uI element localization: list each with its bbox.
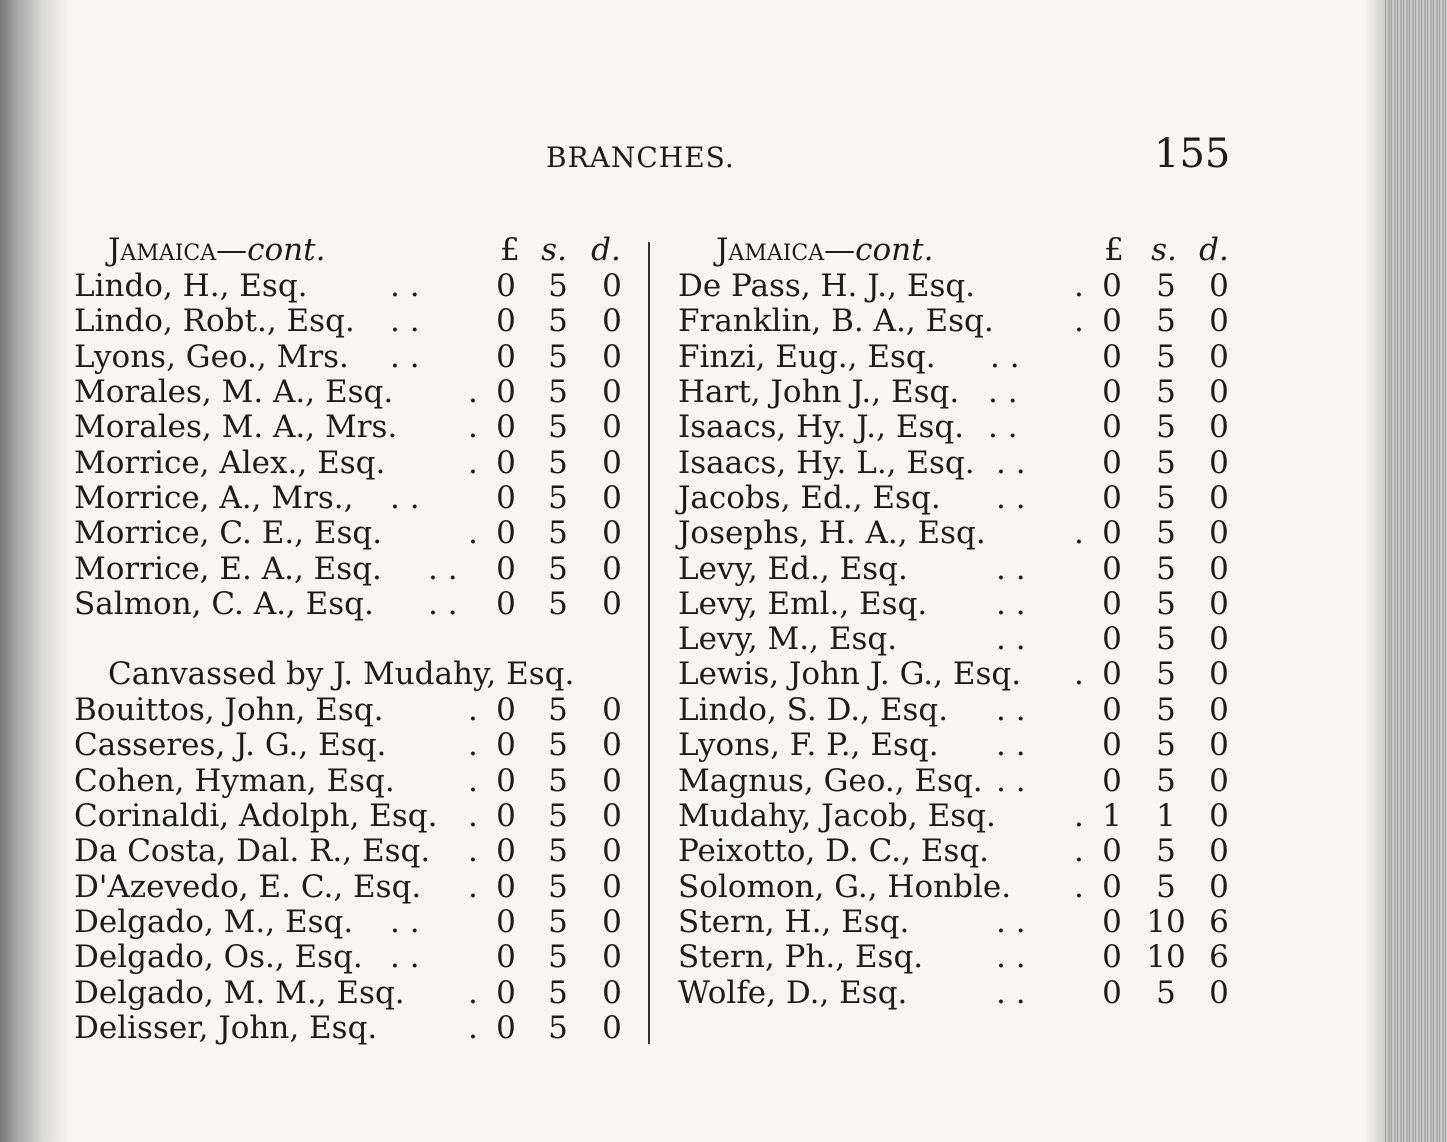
amount-pounds: 0: [496, 869, 516, 905]
amount-pence: 0: [1209, 374, 1229, 410]
amount-pounds: 0: [496, 515, 516, 551]
page-edges: [1385, 0, 1447, 1142]
subscriber-name: Morrice, E. A., Esq.: [74, 551, 382, 587]
amount-pence: 0: [602, 904, 622, 940]
dot-leader: . .: [996, 586, 1026, 622]
amount-shillings: 5: [1156, 586, 1176, 622]
list-item: [74, 480, 634, 516]
amount-shillings: 1: [1156, 798, 1176, 834]
list-item: [678, 833, 1238, 869]
dot-leader: .: [1074, 833, 1084, 869]
amount-shillings: 5: [1156, 303, 1176, 339]
left-currency-headers: [490, 232, 640, 268]
amount-pounds: 0: [496, 692, 516, 728]
list-item: [678, 975, 1238, 1011]
dot-leader: . .: [996, 727, 1026, 763]
dot-leader: .: [468, 833, 478, 869]
amount-pence: 0: [1209, 303, 1229, 339]
subscriber-name: Franklin, B. A., Esq.: [678, 303, 994, 339]
amount-shillings: 5: [548, 975, 568, 1011]
subscriber-name: Lindo, Robt., Esq.: [74, 303, 355, 339]
dot-leader: . .: [390, 904, 420, 940]
subscriber-name: Bouittos, John, Esq.: [74, 692, 384, 728]
amount-pounds: 0: [496, 975, 516, 1011]
dot-leader: . .: [990, 339, 1020, 375]
amount-pounds: 0: [1102, 445, 1122, 481]
dot-leader: . .: [390, 339, 420, 375]
amount-pounds: 1: [1102, 798, 1122, 834]
subscriber-name: Lindo, H., Esq.: [74, 268, 308, 304]
amount-pounds: 0: [496, 904, 516, 940]
amount-shillings: 5: [548, 374, 568, 410]
left-column-heading: [108, 232, 325, 268]
amount-pounds: 0: [1102, 692, 1122, 728]
subscriber-name: Josephs, H. A., Esq.: [678, 515, 986, 551]
dot-leader: .: [1074, 268, 1084, 304]
amount-pounds: 0: [496, 268, 516, 304]
amount-pence: 0: [602, 268, 622, 304]
subscriber-name: Delgado, Os., Esq.: [74, 939, 363, 975]
subscriber-name: Jacobs, Ed., Esq.: [678, 480, 941, 516]
list-item: [74, 833, 634, 869]
amount-pounds: 0: [1102, 409, 1122, 445]
amount-pence: 0: [602, 445, 622, 481]
dot-leader: .: [1074, 515, 1084, 551]
amount-shillings: 5: [548, 586, 568, 622]
list-item: [74, 798, 634, 834]
amount-pounds: 0: [1102, 374, 1122, 410]
list-item: [678, 586, 1238, 622]
amount-pence: 0: [1209, 727, 1229, 763]
amount-pounds: 0: [496, 551, 516, 587]
subscriber-name: Salmon, C. A., Esq.: [74, 586, 374, 622]
amount-shillings: 5: [1156, 692, 1176, 728]
dot-leader: . .: [390, 268, 420, 304]
dot-leader: . .: [996, 975, 1026, 1011]
amount-pence: 0: [602, 339, 622, 375]
heading-place: Jamaica: [716, 232, 825, 268]
dot-leader: . .: [428, 586, 458, 622]
dot-leader: .: [468, 445, 478, 481]
pence-header: d.: [1199, 232, 1229, 268]
amount-pounds: 0: [1102, 303, 1122, 339]
heading-cont: —cont.: [216, 232, 326, 268]
list-item: [678, 339, 1238, 375]
amount-pence: 0: [1209, 656, 1229, 692]
list-item: [74, 869, 634, 905]
right-column-heading: [716, 232, 933, 268]
amount-shillings: 5: [1156, 763, 1176, 799]
amount-pence: 0: [602, 374, 622, 410]
dot-leader: . .: [428, 551, 458, 587]
amount-shillings: 5: [1156, 727, 1176, 763]
amount-pence: 0: [1209, 409, 1229, 445]
amount-pence: 0: [1209, 586, 1229, 622]
list-item: [678, 621, 1238, 657]
dot-leader: .: [1074, 798, 1084, 834]
pence-header: d.: [591, 232, 621, 268]
amount-pence: 0: [602, 409, 622, 445]
subscriber-name: Morales, M. A., Mrs.: [74, 409, 398, 445]
right-currency-headers: [1094, 232, 1244, 268]
subscriber-name: Delgado, M., Esq.: [74, 904, 354, 940]
dot-leader: .: [468, 692, 478, 728]
amount-shillings: 5: [1156, 551, 1176, 587]
subscriber-name: Peixotto, D. C., Esq.: [678, 833, 990, 869]
list-item: [74, 445, 634, 481]
amount-pounds: 0: [496, 586, 516, 622]
amount-pounds: 0: [496, 445, 516, 481]
list-item: [678, 904, 1238, 940]
dot-leader: .: [1074, 656, 1084, 692]
list-item: [74, 339, 634, 375]
subscriber-name: Magnus, Geo., Esq.: [678, 763, 983, 799]
amount-pounds: 0: [496, 763, 516, 799]
amount-pence: 0: [602, 763, 622, 799]
amount-shillings: 5: [548, 763, 568, 799]
amount-pounds: 0: [1102, 869, 1122, 905]
subscriber-name: Casseres, J. G., Esq.: [74, 727, 387, 763]
amount-pounds: 0: [1102, 939, 1122, 975]
amount-shillings: 5: [1156, 339, 1176, 375]
amount-shillings: 5: [1156, 480, 1176, 516]
amount-pence: 0: [1209, 869, 1229, 905]
dot-leader: .: [468, 975, 478, 1011]
amount-pence: 0: [1209, 692, 1229, 728]
amount-shillings: 5: [548, 1010, 568, 1046]
list-item: [74, 1010, 634, 1046]
list-item: [678, 480, 1238, 516]
subscriber-name: Morrice, C. E., Esq.: [74, 515, 383, 551]
amount-pounds: 0: [1102, 975, 1122, 1011]
dot-leader: .: [468, 869, 478, 905]
subscriber-name: Stern, H., Esq.: [678, 904, 910, 940]
amount-shillings: 5: [1156, 409, 1176, 445]
amount-pounds: 0: [1102, 763, 1122, 799]
amount-shillings: 5: [548, 445, 568, 481]
dot-leader: . .: [988, 409, 1018, 445]
list-item: [678, 727, 1238, 763]
subscriber-name: Da Costa, Dal. R., Esq.: [74, 833, 431, 869]
dot-leader: . .: [390, 480, 420, 516]
list-item: [74, 586, 634, 622]
amount-pence: 0: [1209, 621, 1229, 657]
amount-pence: 0: [602, 1010, 622, 1046]
amount-pounds: 0: [496, 409, 516, 445]
amount-pounds: 0: [1102, 551, 1122, 587]
list-item: [74, 374, 634, 410]
dot-leader: . .: [988, 374, 1018, 410]
dot-leader: . .: [996, 480, 1026, 516]
amount-pounds: 0: [1102, 656, 1122, 692]
subscriber-name: Lewis, John J. G., Esq.: [678, 656, 1022, 692]
subscriber-name: Lyons, Geo., Mrs.: [74, 339, 349, 375]
amount-pounds: 0: [1102, 515, 1122, 551]
list-item: [678, 939, 1238, 975]
subscriber-name: Solomon, G., Honble.: [678, 869, 1012, 905]
amount-pence: 0: [602, 975, 622, 1011]
dot-leader: . .: [390, 303, 420, 339]
list-item: [678, 374, 1238, 410]
amount-pounds: 0: [1102, 586, 1122, 622]
amount-shillings: 5: [548, 268, 568, 304]
dot-leader: .: [468, 763, 478, 799]
amount-shillings: 5: [1156, 268, 1176, 304]
subscriber-name: Cohen, Hyman, Esq.: [74, 763, 395, 799]
list-item: [678, 798, 1238, 834]
amount-shillings: 5: [548, 480, 568, 516]
dot-leader: .: [468, 409, 478, 445]
page-edge-shadow: [1365, 0, 1385, 1142]
amount-shillings: 5: [548, 869, 568, 905]
subscriber-name: Wolfe, D., Esq.: [678, 975, 908, 1011]
list-item: [678, 763, 1238, 799]
subscriber-name: Lyons, F. P., Esq.: [678, 727, 939, 763]
subscriber-name: Delisser, John, Esq.: [74, 1010, 378, 1046]
book-gutter-shadow: [0, 0, 70, 1142]
list-item: [678, 303, 1238, 339]
amount-pounds: 0: [1102, 727, 1122, 763]
amount-pence: 0: [602, 515, 622, 551]
amount-shillings: 5: [1156, 445, 1176, 481]
amount-pence: 0: [1209, 480, 1229, 516]
pounds-header: £: [1104, 232, 1124, 268]
amount-pounds: 0: [496, 1010, 516, 1046]
list-item: [678, 409, 1238, 445]
list-item: [678, 551, 1238, 587]
dot-leader: .: [1074, 303, 1084, 339]
dot-leader: .: [468, 798, 478, 834]
list-item: [678, 268, 1238, 304]
list-item: [74, 551, 634, 587]
amount-pounds: 0: [496, 798, 516, 834]
amount-pence: 0: [1209, 798, 1229, 834]
amount-pounds: 0: [496, 480, 516, 516]
amount-pence: 0: [1209, 833, 1229, 869]
list-item: [74, 763, 634, 799]
amount-pence: 6: [1209, 939, 1229, 975]
amount-shillings: 5: [548, 833, 568, 869]
amount-pence: 0: [1209, 445, 1229, 481]
amount-pence: 0: [602, 480, 622, 516]
list-item: [74, 515, 634, 551]
amount-pence: 0: [602, 798, 622, 834]
list-item: [678, 692, 1238, 728]
subscriber-name: Stern, Ph., Esq.: [678, 939, 924, 975]
amount-shillings: 5: [548, 727, 568, 763]
subscriber-name: Corinaldi, Adolph, Esq.: [74, 798, 438, 834]
subscriber-name: Levy, M., Esq.: [678, 621, 898, 657]
list-item: [678, 869, 1238, 905]
amount-pence: 0: [602, 303, 622, 339]
list-item: [74, 268, 634, 304]
subscriber-name: Morrice, Alex., Esq.: [74, 445, 386, 481]
amount-pence: 0: [1209, 551, 1229, 587]
dot-leader: .: [1074, 869, 1084, 905]
dot-leader: .: [468, 727, 478, 763]
amount-pounds: 0: [496, 303, 516, 339]
amount-pence: 0: [602, 833, 622, 869]
column-divider: [648, 242, 650, 1044]
amount-pounds: 0: [1102, 480, 1122, 516]
subscriber-name: Finzi, Eug., Esq.: [678, 339, 936, 375]
subscriber-name: Hart, John J., Esq.: [678, 374, 960, 410]
dot-leader: .: [468, 374, 478, 410]
list-item: [74, 409, 634, 445]
running-head: BRANCHES.: [546, 141, 735, 174]
amount-shillings: 5: [1156, 975, 1176, 1011]
dot-leader: . .: [996, 445, 1026, 481]
dot-leader: .: [468, 1010, 478, 1046]
amount-pounds: 0: [1102, 904, 1122, 940]
subscriber-name: Levy, Ed., Esq.: [678, 551, 908, 587]
list-item: [678, 656, 1238, 692]
dot-leader: . .: [996, 692, 1026, 728]
amount-shillings: 5: [548, 339, 568, 375]
amount-pounds: 0: [496, 374, 516, 410]
amount-shillings: 5: [548, 515, 568, 551]
amount-pence: 0: [602, 939, 622, 975]
amount-pounds: 0: [496, 939, 516, 975]
list-item: [74, 939, 634, 975]
amount-shillings: 10: [1146, 904, 1186, 940]
page-number: 155: [1154, 131, 1231, 177]
amount-shillings: 5: [548, 303, 568, 339]
subscriber-name: Delgado, M. M., Esq.: [74, 975, 405, 1011]
dot-leader: . .: [996, 551, 1026, 587]
subscriber-name: D'Azevedo, E. C., Esq.: [74, 869, 422, 905]
subscriber-name: Morales, M. A., Esq.: [74, 374, 394, 410]
amount-shillings: 5: [548, 692, 568, 728]
amount-pence: 0: [1209, 339, 1229, 375]
list-item: [678, 515, 1238, 551]
list-item: [74, 303, 634, 339]
dot-leader: . .: [996, 763, 1026, 799]
subscriber-name: De Pass, H. J., Esq.: [678, 268, 976, 304]
subscriber-name: Mudahy, Jacob, Esq.: [678, 798, 996, 834]
amount-pounds: 0: [1102, 833, 1122, 869]
list-item: [74, 975, 634, 1011]
amount-pence: 0: [1209, 975, 1229, 1011]
subscriber-name: Lindo, S. D., Esq.: [678, 692, 949, 728]
canvasser-subheading: Canvassed by J. Mudahy, Esq.: [108, 656, 575, 692]
amount-pence: 0: [602, 869, 622, 905]
amount-shillings: 5: [1156, 869, 1176, 905]
amount-pence: 0: [1209, 268, 1229, 304]
amount-shillings: 5: [548, 798, 568, 834]
subscriber-name: Isaacs, Hy. L., Esq.: [678, 445, 975, 481]
amount-shillings: 5: [1156, 515, 1176, 551]
dot-leader: . .: [996, 904, 1026, 940]
subscriber-name: Levy, Eml., Esq.: [678, 586, 928, 622]
shillings-header: s.: [541, 232, 567, 268]
dot-leader: . .: [390, 939, 420, 975]
list-item: [74, 692, 634, 728]
amount-pence: 0: [602, 586, 622, 622]
amount-pence: 0: [1209, 515, 1229, 551]
dot-leader: . .: [996, 621, 1026, 657]
amount-shillings: 5: [548, 904, 568, 940]
amount-pounds: 0: [1102, 621, 1122, 657]
amount-shillings: 5: [1156, 656, 1176, 692]
pounds-header: £: [500, 232, 520, 268]
amount-shillings: 5: [1156, 374, 1176, 410]
heading-cont: —cont.: [824, 232, 934, 268]
amount-shillings: 5: [548, 409, 568, 445]
amount-shillings: 10: [1146, 939, 1186, 975]
dot-leader: . .: [996, 939, 1026, 975]
amount-shillings: 5: [1156, 621, 1176, 657]
amount-pounds: 0: [1102, 268, 1122, 304]
amount-pounds: 0: [496, 833, 516, 869]
list-item: [74, 904, 634, 940]
shillings-header: s.: [1151, 232, 1177, 268]
heading-place: Jamaica: [108, 232, 217, 268]
dot-leader: .: [468, 515, 478, 551]
amount-shillings: 5: [1156, 833, 1176, 869]
amount-pence: 6: [1209, 904, 1229, 940]
amount-pence: 0: [602, 727, 622, 763]
amount-pounds: 0: [1102, 339, 1122, 375]
amount-pence: 0: [602, 551, 622, 587]
amount-shillings: 5: [548, 939, 568, 975]
amount-pounds: 0: [496, 727, 516, 763]
subscriber-name: Morrice, A., Mrs.,: [74, 480, 354, 516]
amount-shillings: 5: [548, 551, 568, 587]
list-item: [74, 727, 634, 763]
subscriber-name: Isaacs, Hy. J., Esq.: [678, 409, 965, 445]
amount-pence: 0: [602, 692, 622, 728]
list-item: [678, 445, 1238, 481]
amount-pounds: 0: [496, 339, 516, 375]
amount-pence: 0: [1209, 763, 1229, 799]
